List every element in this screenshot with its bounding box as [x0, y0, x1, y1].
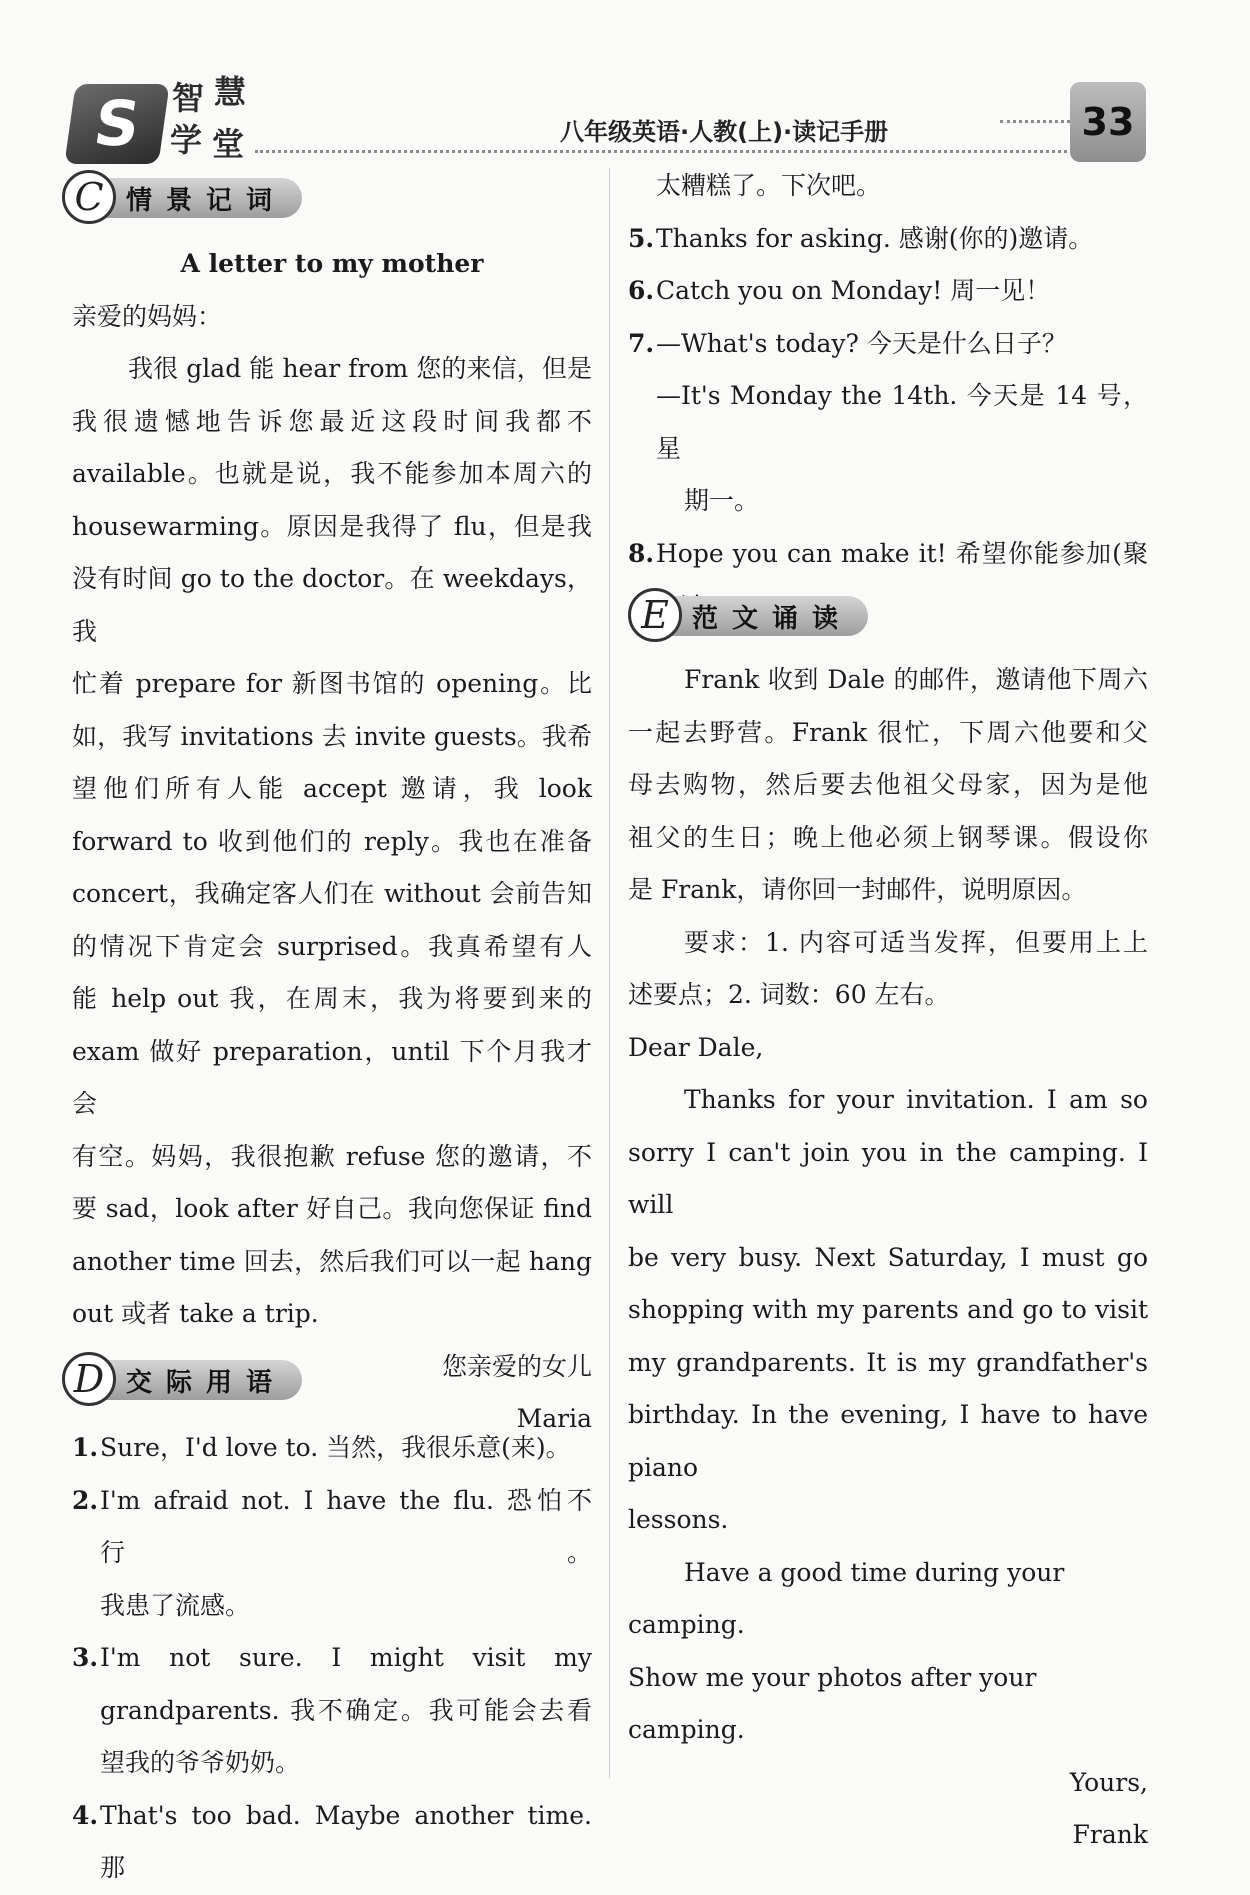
- letter-line: 的情况下肯定会 surprised。我真希望有人: [72, 931, 592, 961]
- header-rule: [1000, 120, 1070, 127]
- section-title: 情景记词: [126, 186, 287, 216]
- logo-char: 堂: [212, 125, 245, 163]
- item-number: 4.: [72, 1800, 99, 1830]
- phrase-list-left: [72, 1422, 592, 1895]
- phrase-line: I'm not sure. I might visit my: [100, 1643, 592, 1672]
- item-number: 2.: [72, 1485, 99, 1515]
- letter-line: 忙着 prepare for 新图书馆的 opening。比: [72, 669, 592, 698]
- column-divider: [609, 168, 610, 1778]
- item-number: 1.: [72, 1433, 99, 1462]
- logo-char: 学: [170, 121, 203, 159]
- prompt-line: Frank 收到 Dale 的邮件，邀请他下周六: [684, 665, 1148, 694]
- prompt-line: 一起去野营。Frank 很忙，下周六他要和父: [628, 717, 1148, 747]
- prompt-line: 是 Frank，请你回一封邮件，说明原因。: [628, 875, 1087, 904]
- section-title: 范文诵读: [692, 604, 853, 634]
- letter-heading: A letter to my mother: [180, 249, 484, 278]
- email-signature: Frank: [1072, 1820, 1148, 1849]
- letter-line: concert，我确定客人们在 without 会前告知: [72, 879, 592, 908]
- section-d-banner: [62, 1352, 322, 1406]
- email-line: lessons.: [628, 1505, 729, 1534]
- phrase-line: 望我的爷爷奶奶。: [100, 1748, 301, 1777]
- email-closing: Yours,: [1069, 1767, 1148, 1797]
- publisher-logo: [70, 73, 270, 168]
- phrase-line: That's too bad. Maybe another time. 那: [100, 1800, 592, 1882]
- letter-line: available。也就是说，我不能参加本周六的: [72, 459, 592, 488]
- section-title: 交际用语: [126, 1368, 287, 1398]
- page-number: 33: [1070, 82, 1146, 162]
- phrase-line: —What's today? 今天是什么日子？: [656, 328, 1067, 358]
- section-e-banner: [628, 588, 888, 642]
- phrase-item: [628, 265, 1148, 318]
- email-line: Thanks for your invitation. I am so: [684, 1085, 1148, 1114]
- letter-line: forward to 收到他们的 reply。我也在准备: [72, 826, 592, 856]
- header-rule: [255, 150, 1085, 157]
- item-number: 8.: [628, 538, 655, 568]
- letter-salutation: 亲爱的妈妈：: [72, 301, 223, 331]
- email-greeting: Dear Dale,: [628, 1032, 764, 1062]
- letter-line: housewarming。原因是我得了 flu，但是我: [72, 511, 592, 541]
- phrase-line: 太糟糕了。下次吧。: [656, 171, 882, 200]
- letter-line: 望他们所有人能 accept 邀请，我 look: [72, 774, 592, 803]
- requirement-line: 述要点；2. 词数：60 左右。: [628, 980, 950, 1009]
- section-c-banner: [62, 170, 322, 224]
- email-line: my grandparents. It is my grandfather's: [628, 1347, 1148, 1377]
- logo-char: 智: [172, 79, 205, 117]
- phrase-line: grandparents. 我不确定。我可能会去看: [100, 1695, 592, 1725]
- phrase-line: —It's Monday the 14th. 今天是 14 号，星: [656, 381, 1148, 463]
- phrase-item: [72, 1475, 592, 1633]
- running-header-title: 八年级英语·人教(上)·读记手册: [560, 118, 889, 146]
- letter-line: 能 help out 我，在周末，我为将要到来的: [72, 984, 592, 1013]
- letter-line: exam 做好 preparation，until 下个月我才会: [72, 1036, 592, 1118]
- letter-line: out 或者 take a trip.: [72, 1299, 319, 1328]
- item-number: 3.: [72, 1643, 99, 1672]
- section-letter: E: [628, 588, 682, 642]
- letter-line: 没有时间 go to the doctor。在 weekdays，我: [72, 564, 592, 646]
- letter-signature: Maria: [516, 1404, 592, 1433]
- letter-line: another time 回去，然后我们可以一起 hang: [72, 1246, 592, 1276]
- prompt-line: 母去购物，然后要去他祖父母家，因为是他: [628, 770, 1148, 799]
- phrase-item: [72, 1790, 592, 1895]
- phrase-item: [628, 318, 1148, 528]
- letter-line: 我很遗憾地告诉您最近这段时间我都不: [72, 406, 592, 436]
- email-line: birthday. In the evening, I have to have piano: [628, 1400, 1148, 1482]
- letter-line: 要 sad，look after 好自己。我向您保证 find: [72, 1194, 592, 1223]
- section-c-body: [72, 238, 592, 1446]
- logo-badge: S: [64, 84, 169, 164]
- phrase-line: Catch you on Monday! 周一见！: [656, 276, 1051, 305]
- phrase-line: I'm afraid not. I have the flu. 恐怕不行。: [100, 1485, 592, 1567]
- item-number: 7.: [628, 328, 655, 358]
- email-line: shopping with my parents and go to visit: [628, 1295, 1148, 1324]
- phrase-line: 期一。: [684, 486, 760, 515]
- prompt-line: 祖父的生日；晚上他必须上钢琴课。假设你: [628, 822, 1148, 852]
- letter-line: 我很 glad 能 hear from 您的来信，但是: [128, 354, 592, 383]
- phrase-item: [72, 1422, 592, 1475]
- letter-line: 如，我写 invitations 去 invite guests。我希: [72, 721, 592, 751]
- email-line: Have a good time during your camping.: [628, 1557, 1065, 1639]
- phrase-line: 我患了流感。: [100, 1590, 251, 1620]
- email-line: sorry I can't join you in the camping. I will: [628, 1137, 1148, 1219]
- phrase-line: Thanks for asking. 感谢(你的)邀请。: [656, 223, 1094, 253]
- letter-closing: 您亲爱的女儿: [441, 1351, 592, 1381]
- section-e-body: [628, 654, 1148, 1862]
- requirement-line: 要求：1. 内容可适当发挥，但要用上上: [684, 927, 1148, 957]
- phrase-item: [628, 213, 1148, 266]
- item-number: 6.: [628, 276, 655, 305]
- phrase-item: [72, 1632, 592, 1790]
- email-line: Show me your photos after your camping.: [628, 1662, 1037, 1744]
- item-number: 5.: [628, 223, 655, 253]
- phrase-item-continued: [628, 160, 1148, 213]
- email-line: be very busy. Next Saturday, I must go: [628, 1242, 1148, 1272]
- phrase-line: Hope you can make it! 希望你能参加(聚: [656, 538, 1148, 568]
- letter-line: 有空。妈妈，我很抱歉 refuse 您的邀请，不: [72, 1141, 592, 1171]
- phrase-list-right: [628, 160, 1148, 633]
- logo-char: 慧: [214, 73, 247, 111]
- section-letter: D: [62, 1352, 116, 1406]
- section-letter: C: [62, 170, 116, 224]
- phrase-line: Sure，I'd love to. 当然，我很乐意(来)。: [100, 1433, 571, 1462]
